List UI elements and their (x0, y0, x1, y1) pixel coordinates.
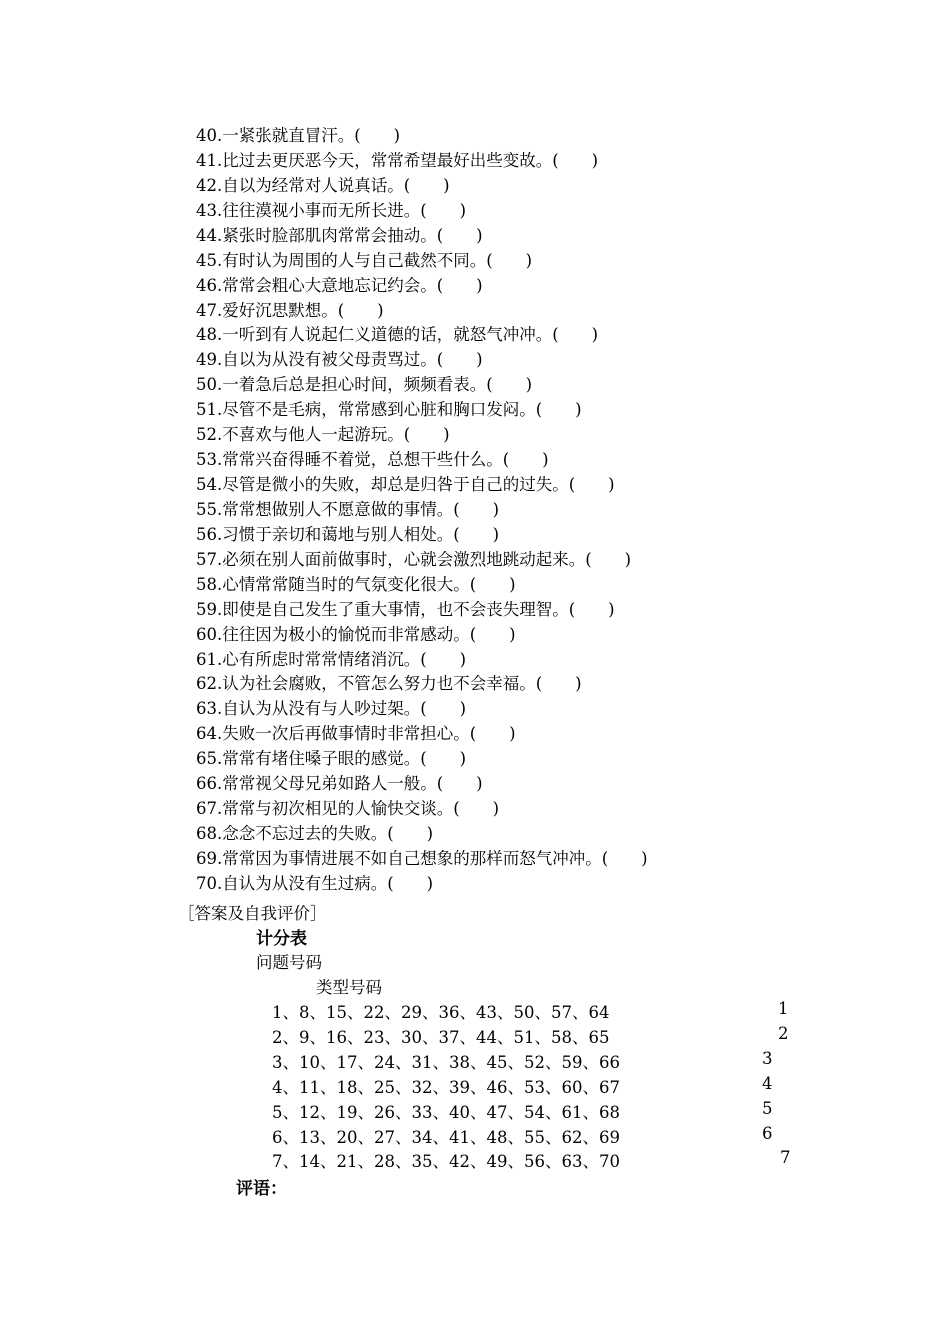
score-row-question-numbers: 6、13、20、27、34、41、48、55、62、69 (272, 1127, 620, 1147)
question-item: 49.自以为从没有被父母责骂过。( ) (196, 350, 483, 370)
question-item: 69.常常因为事情进展不如自己想象的那样而怒气冲冲。( ) (196, 848, 648, 868)
question-item: 51.尽管不是毛病，常常感到心脏和胸口发闷。( ) (196, 400, 582, 420)
question-item: 53.常常兴奋得睡不着觉，总想干些什么。( ) (196, 450, 549, 470)
score-row-question-numbers: 3、10、17、24、31、38、45、52、59、66 (272, 1052, 620, 1072)
question-item: 44.紧张时脸部肌肉常常会抽动。( ) (196, 225, 483, 245)
question-item: 68.念念不忘过去的失败。( ) (196, 824, 434, 844)
score-row-type-number: 4 (762, 1073, 773, 1093)
score-row-question-numbers: 4、11、18、25、32、39、46、53、60、67 (272, 1077, 620, 1097)
question-item: 48.一听到有人说起仁义道德的话，就怒气冲冲。( ) (196, 325, 599, 345)
question-item: 45.有时认为周围的人与自己截然不同。( ) (196, 250, 533, 270)
question-item: 57.必须在别人面前做事时，心就会激烈地跳动起来。( ) (196, 549, 632, 569)
question-item: 55.常常想做别人不愿意做的事情。( ) (196, 499, 500, 519)
score-row-question-numbers: 7、14、21、28、35、42、49、56、63、70 (272, 1152, 620, 1172)
question-item: 40.一紧张就直冒汗。( ) (196, 126, 401, 145)
score-row-question-numbers: 2、9、16、23、30、37、44、51、58、65 (272, 1027, 610, 1047)
type-number-header: 类型号码 (316, 978, 382, 997)
question-item: 47.爱好沉思默想。( ) (196, 300, 384, 320)
question-number-header: 问题号码 (256, 953, 322, 972)
question-item: 70.自认为从没有生过病。( ) (196, 873, 434, 893)
question-item: 65.常常有堵住嗓子眼的感觉。( ) (196, 749, 467, 769)
score-row-type-number: 5 (762, 1098, 773, 1118)
question-item: 50.一着急后总是担心时间，频频看表。( ) (196, 375, 533, 395)
question-item: 43.往往漠视小事而无所长进。( ) (196, 200, 467, 220)
question-item: 60.往往因为极小的愉悦而非常感动。( ) (196, 624, 516, 644)
question-item: 63.自认为从没有与人吵过架。( ) (196, 699, 467, 719)
question-item: 52.不喜欢与他人一起游玩。( ) (196, 425, 450, 445)
score-row-type-number: 1 (778, 999, 789, 1018)
question-item: 41.比过去更厌恶今天，常常希望最好出些变故。( ) (196, 150, 599, 170)
score-row-type-number: 3 (762, 1048, 773, 1068)
score-table-title: 计分表 (256, 929, 307, 949)
question-item: 64.失败一次后再做事情时非常担心。( ) (196, 724, 516, 744)
score-row-question-numbers: 1、8、15、22、29、36、43、50、57、64 (272, 1003, 610, 1022)
question-item: 54.尽管是微小的失败，却总是归咎于自己的过失。( ) (196, 475, 615, 495)
question-item: 59.即使是自己发生了重大事情，也不会丧失理智。( ) (196, 599, 615, 619)
score-row-question-numbers: 5、12、19、26、33、40、47、54、61、68 (272, 1102, 620, 1122)
score-row-type-number: 6 (762, 1123, 773, 1143)
question-item: 56.习惯于亲切和蔼地与别人相处。( ) (196, 524, 500, 544)
question-item: 67.常常与初次相见的人愉快交谈。( ) (196, 799, 500, 819)
comment-label: 评语： (236, 1179, 287, 1199)
score-row-type-number: 7 (780, 1148, 791, 1168)
answer-section-heading: ［答案及自我评价］ (178, 904, 327, 923)
score-row-type-number: 2 (778, 1023, 789, 1043)
question-item: 46.常常会粗心大意地忘记约会。( ) (196, 275, 483, 295)
question-item: 66.常常视父母兄弟如路人一般。( ) (196, 774, 483, 794)
question-item: 58.心情常常随当时的气氛变化很大。( ) (196, 574, 516, 594)
question-item: 42.自以为经常对人说真话。( ) (196, 175, 450, 195)
question-item: 61.心有所虑时常常情绪消沉。( ) (196, 649, 467, 669)
question-item: 62.认为社会腐败，不管怎么努力也不会幸福。( ) (196, 674, 582, 694)
